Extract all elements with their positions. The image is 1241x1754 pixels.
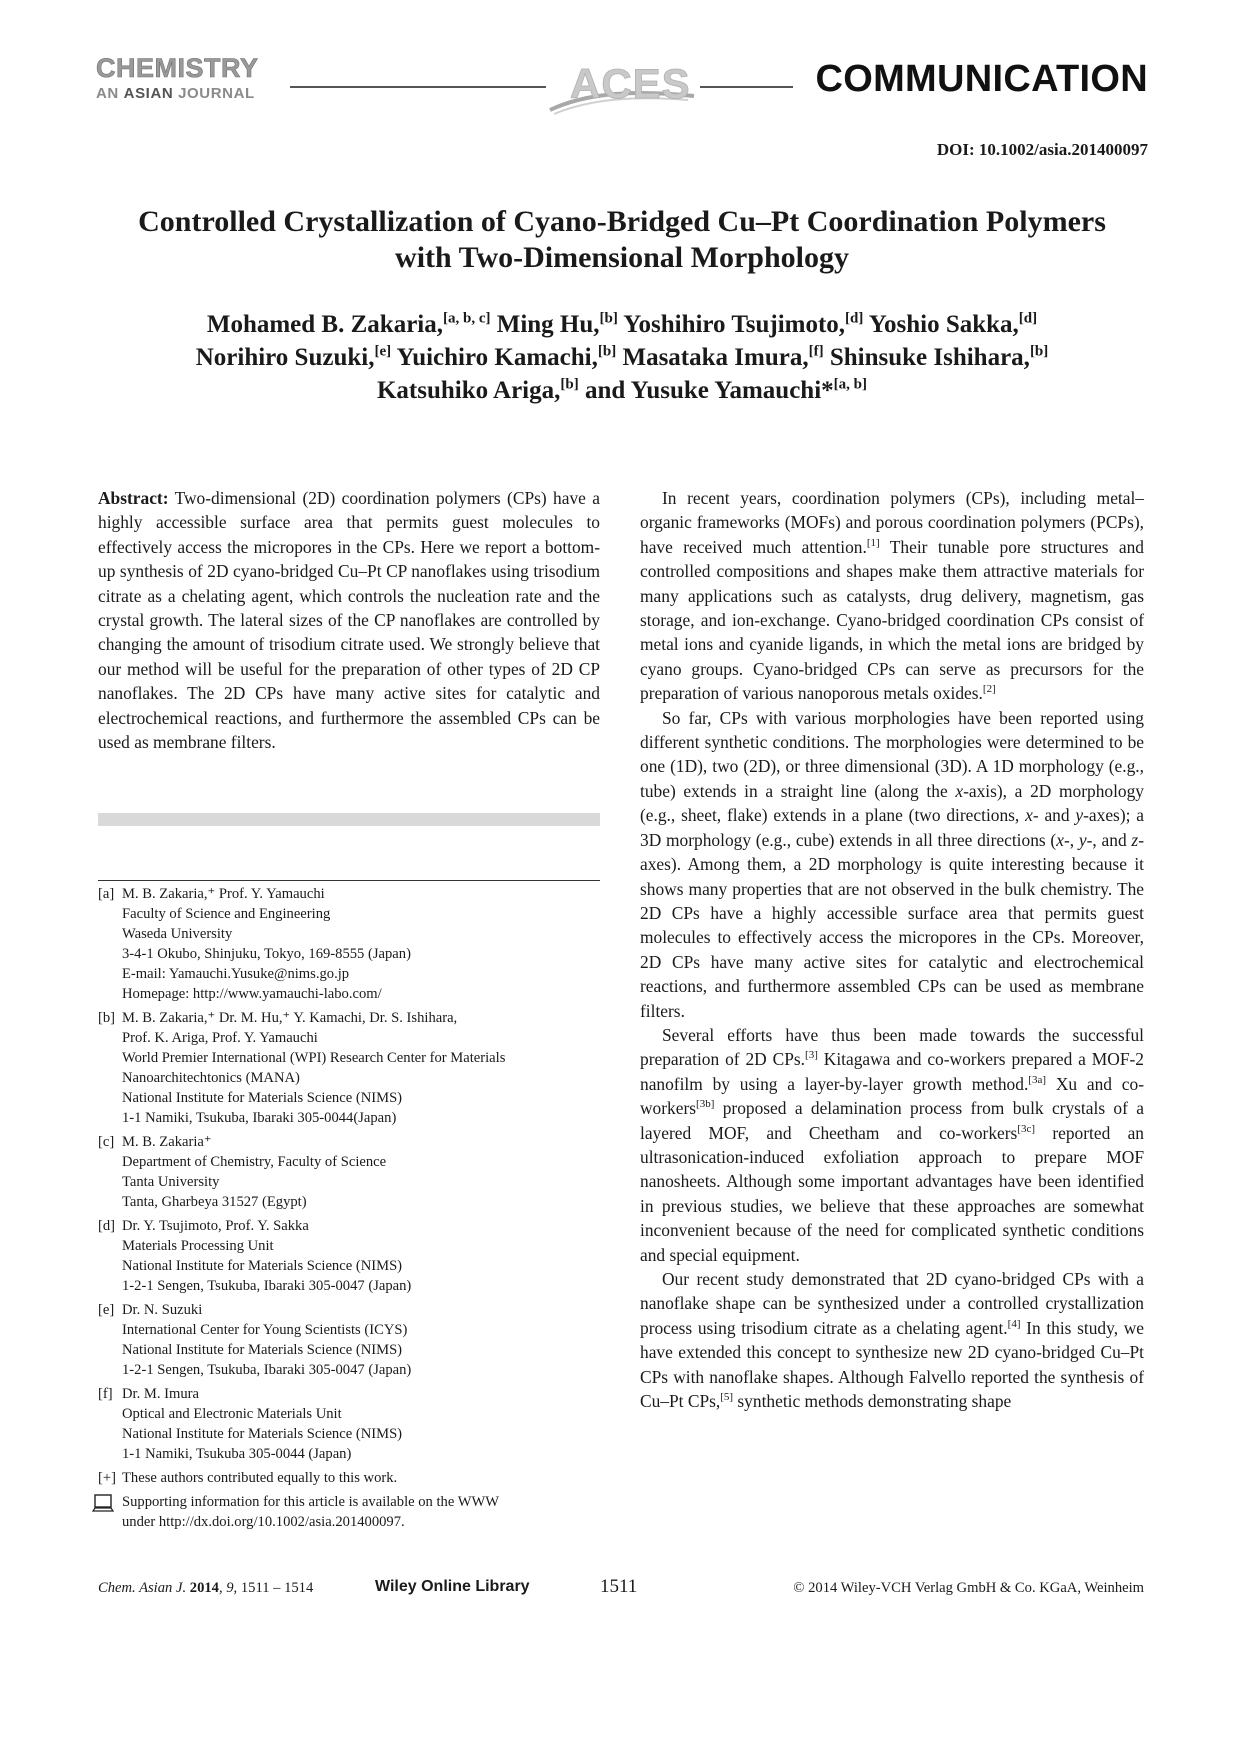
- affiliation-line: M. B. Zakaria,⁺ Dr. M. Hu,⁺ Y. Kamachi, Dr. S. Ishihara,: [122, 1010, 458, 1026]
- citation-ref[interactable]: [4]: [1007, 1318, 1021, 1331]
- body-paragraph: In recent years, coordination polymers (CPs), including metal–organic frameworks (MOFs) and porous coordination polymers (PCPs), have received much attention.[1] Their tunable pore structures and controlled compositions and shapes make them attractive materials for many applications such as catalysts, drug delivery, magnetism, gas storage, and ion-exchange. Cyano-bridged coordination CPs consist of metal ions and cyanide ligands, in which the metal ions are bridged by cyano groups. Cyano-bridged CPs can serve as precursors for the preparation of various nanoporous metals oxides.[2]: [640, 488, 1144, 704]
- affiliation-line: National Institute for Materials Science (NIMS): [122, 1258, 403, 1274]
- affiliation-line: Waseda University: [122, 926, 233, 942]
- page-footer: [98, 1578, 1144, 1602]
- body-paragraph: Several efforts have thus been made towards the successful preparation of 2D CPs.[3] Kitagawa and co-workers prepared a MOF-2 nanofilm by using a layer-by-layer growth method.[3a] Xu and co-workers[3b] proposed a delamination process from bulk crystals of a layered MOF, and Cheetham and co-workers[3c] reported an ultrasonication-induced exfoliation approach to prepare MOF nanosheets. Although some important advantages have been identified in previous studies, we believe that these approaches are somewhat inconvenient because of the need for complicated synthetic conditions and special equipment.: [640, 1024, 1144, 1265]
- affiliation-line: Materials Processing Unit: [122, 1238, 274, 1254]
- variable: z: [1131, 829, 1139, 850]
- article-title: Controlled Crystallization of Cyano-Bridged Cu–Pt Coordination Polymers with Two-Dimensional Morphology: [138, 205, 1106, 274]
- affiliation-line: Homepage: http://www.yamauchi-labo.com/: [122, 986, 382, 1002]
- author-name: Katsuhiko Ariga,: [376, 377, 561, 404]
- computer-icon: [92, 1494, 114, 1514]
- author-name: Masataka Imura,: [622, 344, 809, 371]
- aces-logo: [548, 58, 698, 116]
- abstract-divider-bar: [98, 813, 600, 826]
- doi[interactable]: DOI: 10.1002/asia.201400097: [936, 140, 1148, 159]
- affiliation-tag: [+]: [98, 1470, 116, 1486]
- affiliation-entry: [98, 1216, 600, 1296]
- affiliation-line: 1-2-1 Sengen, Tsukuba, Ibaraki 305-0047 (Japan): [122, 1278, 412, 1294]
- citation-ref[interactable]: [3]: [805, 1049, 818, 1062]
- affiliation-line: Department of Chemistry, Faculty of Science: [122, 1154, 387, 1170]
- affiliation-entry: [98, 1468, 600, 1488]
- affiliation-line: National Institute for Materials Science (NIMS): [122, 1090, 403, 1106]
- abstract-label: Abstract:: [98, 488, 169, 508]
- affiliation-entry: [98, 1300, 600, 1380]
- affiliation-tag: [f]: [98, 1386, 113, 1402]
- affiliation-line: 3-4-1 Okubo, Shinjuku, Tokyo, 169-8555 (Japan): [122, 946, 411, 962]
- affiliation-tag: [a]: [98, 886, 115, 902]
- affiliation-entry: [98, 884, 600, 1004]
- affiliation-line: 1-1 Namiki, Tsukuba, Ibaraki 305-0044(Japan): [122, 1110, 397, 1126]
- abstract-text: Two-dimensional (2D) coordination polymers (CPs) have a highly accessible surface area that permits guest molecules to effectively access the micropores in the CPs. Here we report a bottom-up synthesis of 2D cyano-bridged Cu–Pt CP nanoflakes using trisodium citrate as a chelating agent, which controls the nucleation rate and the crystal growth. The lateral sizes of the CP nanoflakes are controlled by changing the amount of trisodium citrate used. We strongly believe that our method will be useful for the preparation of other types of 2D CP nanoflakes. The 2D CPs have many active sites for catalytic and electrochemical reactions, and furthermore the assembled CPs can be used as membrane filters.: [98, 488, 600, 753]
- affiliation-line: Nanoarchitechtonics (MANA): [122, 1070, 300, 1086]
- affiliation-line: International Center for Young Scientists (ICYS): [122, 1322, 408, 1338]
- author-affiliation-marker: [f]: [808, 343, 824, 360]
- affiliation-line: Dr. N. Suzuki: [122, 1302, 203, 1318]
- affiliations-rule: [98, 880, 600, 881]
- citation-ref[interactable]: [5]: [720, 1391, 734, 1404]
- affiliation-line: Dr. M. Imura: [122, 1386, 200, 1402]
- author-affiliation-marker: [a, b, c]: [442, 310, 491, 327]
- journal-name: CHEMISTRY: [96, 53, 259, 83]
- citation-ref[interactable]: [3a]: [1028, 1073, 1047, 1086]
- article-type: COMMUNICATION: [815, 58, 1148, 100]
- affiliation-line: 1-2-1 Sengen, Tsukuba, Ibaraki 305-0047 (Japan): [122, 1362, 412, 1378]
- author-name: Mohamed B. Zakaria,: [206, 311, 443, 338]
- author-affiliation-marker: [d]: [1018, 310, 1038, 327]
- affiliation-line: Dr. Y. Tsujimoto, Prof. Y. Sakka: [122, 1218, 309, 1234]
- affiliation-line: Prof. K. Ariga, Prof. Y. Yamauchi: [122, 1030, 318, 1046]
- citation-ref[interactable]: [1]: [866, 537, 880, 550]
- affiliation-line: Optical and Electronic Materials Unit: [122, 1406, 342, 1422]
- page-number: 1511: [600, 1576, 638, 1597]
- copyright: © 2014 Wiley-VCH Verlag GmbH & Co. KGaA, Weinheim: [793, 1580, 1144, 1596]
- journal-logo: [96, 54, 296, 104]
- author-name: Yuichiro Kamachi,: [396, 344, 598, 371]
- affiliation-line: National Institute for Materials Science (NIMS): [122, 1342, 403, 1358]
- author-affiliation-marker: [b]: [1029, 343, 1049, 360]
- author-name: Shinsuke Ishihara,: [829, 344, 1030, 371]
- journal-subtitle: AN ASIAN JOURNAL: [96, 85, 255, 102]
- affiliation-line: Tanta, Gharbeya 31527 (Egypt): [122, 1194, 307, 1210]
- variable: x: [1056, 829, 1064, 850]
- citation-ref[interactable]: [3b]: [696, 1098, 715, 1111]
- affiliation-line: E-mail: Yamauchi.Yusuke@nims.go.jp: [122, 966, 350, 982]
- header-rule: [700, 86, 793, 88]
- affiliation-entry: [98, 1384, 600, 1464]
- affiliation-line: These authors contributed equally to this work.: [122, 1470, 398, 1486]
- author-affiliation-marker: [d]: [845, 310, 864, 327]
- affiliation-line: 1-1 Namiki, Tsukuba 305-0044 (Japan): [122, 1446, 352, 1462]
- body-paragraph: So far, CPs with various morphologies have been reported using different synthetic conditions. The morphologies were determined to be one (1D), two (2D), or three dimensional (3D). A 1D morphology (e.g., tube) extends in a straight line (along the x-axis), a 2D morphology (e.g., sheet, flake) extends in a plane (two directions, x- and y-axes); a 3D morphology (e.g., cube) extends in all three directions (x-, y-, and z-axes). Among them, a 2D morphology is quite interesting because it shows many properties that are not observed in the bulk chemistry. The 2D CPs have a highly accessible surface area that permits guest molecules to effectively access the micropores in the CPs. Moreover, 2D CPs have many active sites for catalytic and electrochemical reactions, and furthermore assembled CPs can be used as membrane filters.: [640, 707, 1145, 1021]
- affiliation-line: Faculty of Science and Engineering: [122, 906, 331, 922]
- author-name: and Yusuke Yamauchi*: [584, 377, 834, 404]
- body-text: [640, 486, 1144, 1413]
- header-rule: [290, 86, 546, 88]
- author-name: Yoshihiro Tsujimoto,: [623, 311, 846, 338]
- supporting-information: [98, 1492, 600, 1532]
- footer-citation: Chem. Asian J. 2014, 9, 1511 – 1514: [98, 1580, 314, 1596]
- abstract: [98, 486, 600, 754]
- supporting-info-line: under http://dx.doi.org/10.1002/asia.201400097.: [122, 1514, 405, 1530]
- affiliation-tag: [b]: [98, 1010, 116, 1026]
- author-affiliation-marker: [b]: [560, 376, 579, 393]
- affiliations: [98, 884, 600, 1536]
- affiliation-tag: [c]: [98, 1134, 115, 1150]
- affiliation-tag: [e]: [98, 1302, 115, 1318]
- author-affiliation-marker: [e]: [374, 343, 392, 360]
- author-affiliation-marker: [b]: [597, 343, 617, 360]
- affiliation-line: Tanta University: [122, 1174, 220, 1190]
- affiliation-line: National Institute for Materials Science (NIMS): [122, 1426, 403, 1442]
- supporting-info-line: Supporting information for this article is available on the WWW: [122, 1494, 500, 1510]
- variable: y: [1075, 805, 1084, 826]
- affiliation-line: M. B. Zakaria⁺: [122, 1134, 212, 1150]
- affiliation-tag: [d]: [98, 1218, 116, 1234]
- author-affiliation-marker: [a, b]: [833, 376, 868, 393]
- author-name: Ming Hu,: [496, 311, 600, 338]
- author-name: Yoshio Sakka,: [868, 311, 1019, 338]
- author-list: [96, 308, 1148, 407]
- affiliation-line: World Premier International (WPI) Research Center for Materials: [122, 1050, 506, 1066]
- citation-ref[interactable]: [3c]: [1017, 1122, 1036, 1135]
- affiliation-entry: [98, 1008, 600, 1128]
- affiliation-line: M. B. Zakaria,⁺ Prof. Y. Yamauchi: [122, 886, 325, 902]
- variable: x: [955, 780, 964, 801]
- affiliation-entry: [98, 1132, 600, 1212]
- body-paragraph: Our recent study demonstrated that 2D cyano-bridged CPs with a nanoflake shape can be synthesized under a controlled crystallization process using trisodium citrate as a chelating agent.[4] In this study, we have extended this concept to synthesize new 2D cyano-bridged Cu–Pt CPs with nanoflake shapes. Although Falvello reported the synthesis of Cu–Pt CPs,[5] synthetic methods demonstrating shape: [640, 1269, 1144, 1412]
- aces-logo-text: ACES: [570, 60, 691, 107]
- wiley-online-library-link[interactable]: Wiley Online Library: [375, 1578, 530, 1595]
- author-affiliation-marker: [b]: [599, 310, 618, 327]
- citation-ref[interactable]: [2]: [982, 683, 996, 696]
- author-name: Norihiro Suzuki,: [195, 344, 375, 371]
- variable: x: [1025, 805, 1033, 826]
- variable: y: [1078, 829, 1087, 850]
